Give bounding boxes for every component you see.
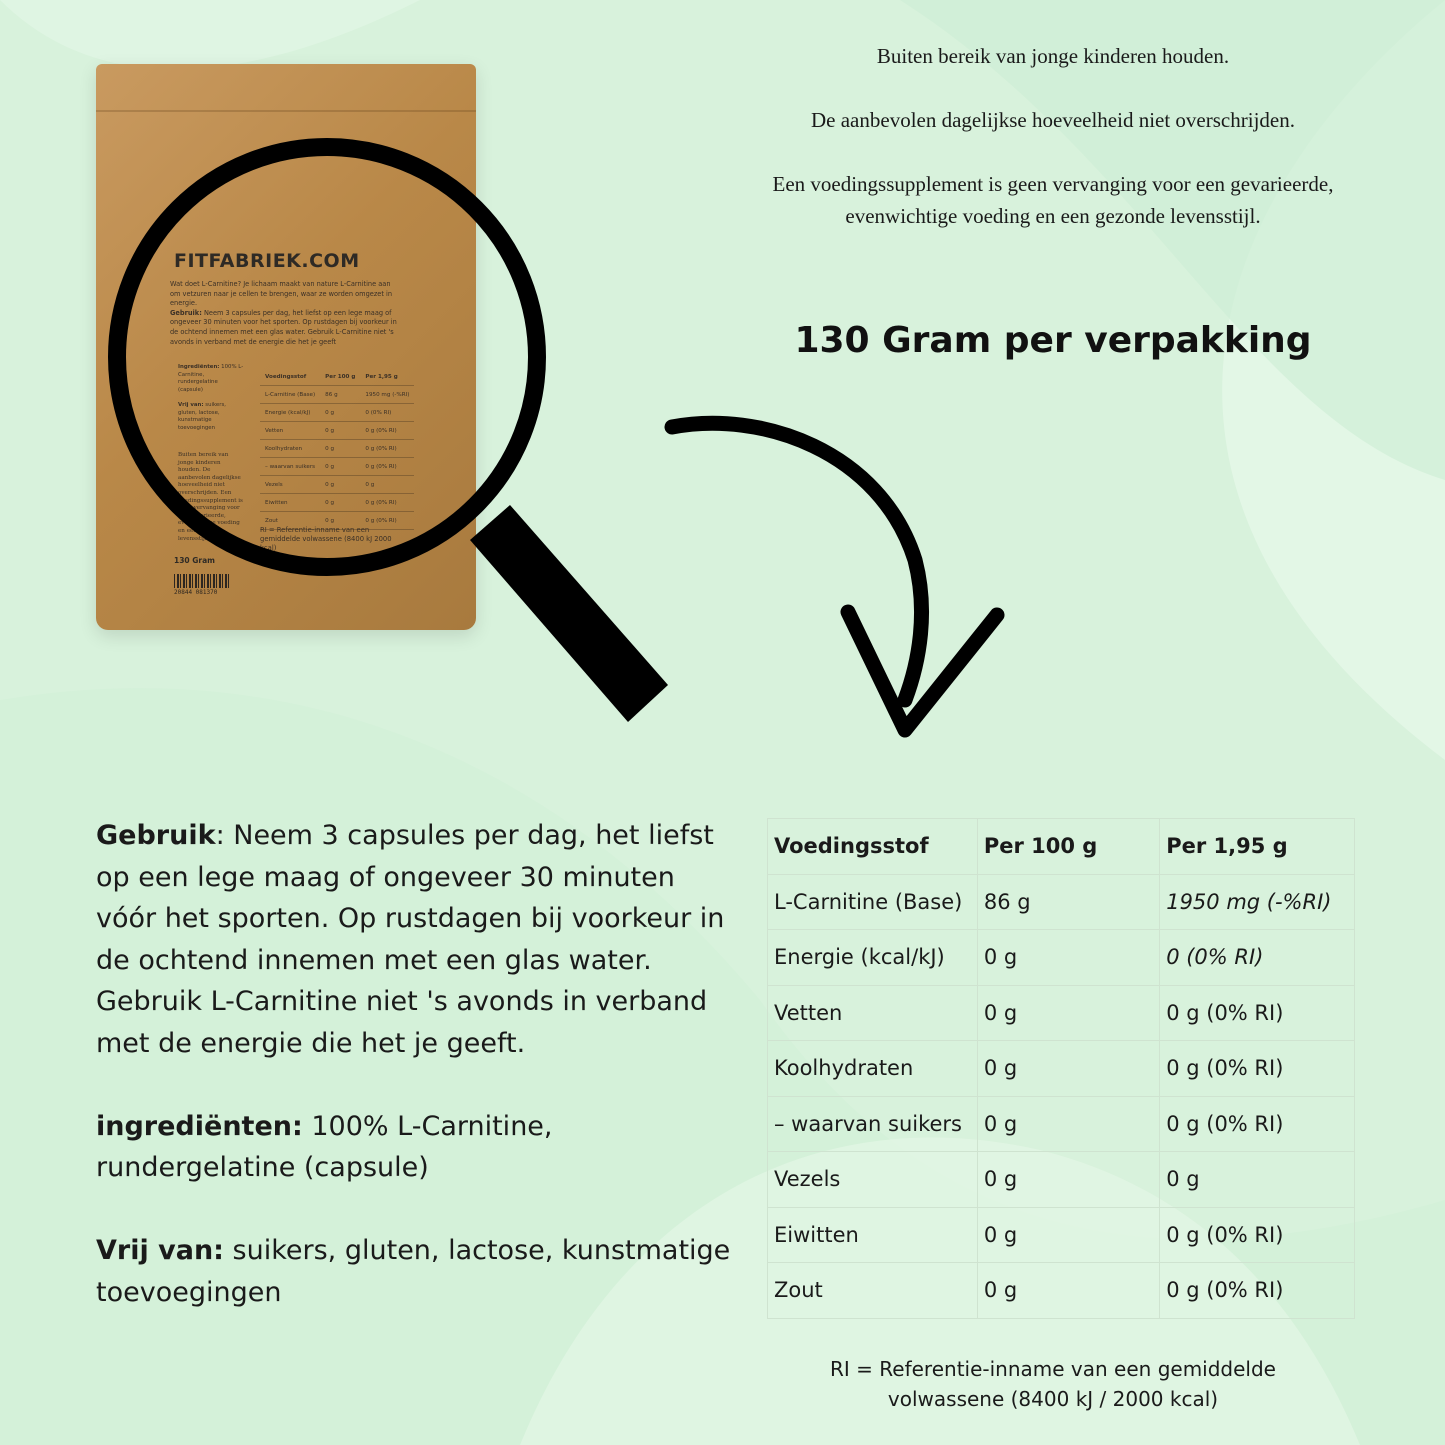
- pouch-intro: Wat doet L-Carnitine? Je lichaam maakt van nature L-Carnitine aan om vetzuren naar je cellen te brengen, waar ze worden omgezet in energie.: [170, 280, 393, 308]
- warning-text: Buiten bereik van jonge kinderen houden.: [876, 44, 1230, 68]
- pouch-cell: Eiwitten: [260, 494, 320, 512]
- usage-paragraph: [96, 815, 736, 1064]
- pouch-cell: 0 g: [320, 458, 360, 476]
- pouch-table-header: [260, 368, 414, 386]
- pouch-cell: 1950 mg (-%RI): [360, 386, 414, 404]
- ri-footnote: RI = Referentie-inname van een gemiddelde volwassene (8400 kJ / 2000 kcal): [830, 1357, 1276, 1411]
- header-per-100g: Per 100 g: [977, 819, 1159, 875]
- cell-per-serving: 0 g (0% RI): [1160, 1096, 1355, 1152]
- pouch-description: [170, 280, 402, 357]
- table-row: [768, 1041, 1355, 1097]
- free-from-text: suikers, gluten, lactose, kunstmatige toevoegingen: [96, 1235, 731, 1308]
- pouch-usage-label: Gebruik:: [170, 308, 202, 317]
- pouch-warning: Buiten bereik van jonge kinderen houden. De aanbevolen dagelijkse hoeveelheid niet overschrijden. Een voedingssupplement is geen vervanging voor een gevarieerde, evenwichtige voeding en een gezonde levensstijl.: [178, 452, 243, 542]
- cell-per-serving: 0 g: [1160, 1152, 1355, 1208]
- pouch-header-cell: Voedingsstof: [260, 368, 320, 386]
- pouch-cell: 0 g: [360, 476, 414, 494]
- pouch-header-cell: Per 100 g: [320, 368, 360, 386]
- pouch-cell: 0 g (0% RI): [360, 458, 414, 476]
- cell-nutrient: Energie (kcal/kJ): [768, 930, 978, 986]
- cell-nutrient: Vezels: [768, 1152, 978, 1208]
- pouch-cell: 0 g: [320, 476, 360, 494]
- warnings-block: [770, 40, 1336, 264]
- table-row: [768, 985, 1355, 1041]
- pouch-cell: Zout: [260, 512, 320, 530]
- cell-per-100g: 86 g: [977, 874, 1159, 930]
- cell-per-100g: 0 g: [977, 1207, 1159, 1263]
- table-row: [768, 930, 1355, 986]
- pouch-table-row: [260, 386, 414, 404]
- pouch-cell: 0 g (0% RI): [360, 440, 414, 458]
- cell-per-100g: 0 g: [977, 1263, 1159, 1319]
- ingredients-paragraph: [96, 1106, 736, 1189]
- pouch-cell: 0 g: [320, 440, 360, 458]
- cell-per-100g: 0 g: [977, 1041, 1159, 1097]
- pouch-table-row: [260, 494, 414, 512]
- pouch-header-cell: Per 1,95 g: [360, 368, 414, 386]
- pouch-nutrition-table: [260, 368, 414, 530]
- usage-text: : Neem 3 capsules per dag, het liefst op een lege maag of ongeveer 30 minuten vóór het sporten. Op rustdagen bij voorkeur in de ochtend innemen met een glas water. Gebruik L-Carnitine niet 's avonds in verband met de energie die het je geeft.: [96, 820, 725, 1059]
- pouch-ingredients-text: 100% L-Carnitine, rundergelatine (capsule): [178, 364, 244, 393]
- warning-text: De aanbevolen dagelijkse hoeveelheid niet overschrijden.: [811, 108, 1295, 132]
- pouch-cell: 0 g: [320, 404, 360, 422]
- pouch-brand: FITFABRIEK.COM: [174, 250, 360, 272]
- pouch-cell: Koolhydraten: [260, 440, 320, 458]
- pouch-cell: 0 g (0% RI): [360, 494, 414, 512]
- table-row: [768, 874, 1355, 930]
- cell-per-100g: 0 g: [977, 930, 1159, 986]
- table-row: [768, 1263, 1355, 1319]
- pouch-table-row: [260, 404, 414, 422]
- cell-nutrient: – waarvan suikers: [768, 1096, 978, 1152]
- free-from-label: Vrij van:: [96, 1235, 224, 1266]
- pouch-cell: 0 g: [320, 494, 360, 512]
- pouch-ingredients-and-warnings: [178, 364, 244, 432]
- pouch-table-row: [260, 458, 414, 476]
- ingredients-text: 100% L-Carnitine, rundergelatine (capsule): [96, 1110, 553, 1183]
- pouch-cell: 0 g (0% RI): [360, 512, 414, 530]
- pouch-cell: Vezels: [260, 476, 320, 494]
- cell-per-serving: 0 g (0% RI): [1160, 1041, 1355, 1097]
- cell-nutrient: Eiwitten: [768, 1207, 978, 1263]
- cell-per-100g: 0 g: [977, 985, 1159, 1041]
- pouch-ingredients-label: Ingrediënten:: [178, 364, 220, 370]
- table-header-row: [768, 819, 1355, 875]
- cell-nutrient: L-Carnitine (Base): [768, 874, 978, 930]
- pouch-table-row: [260, 440, 414, 458]
- nutrition-table: [767, 818, 1355, 1319]
- cell-nutrient: Zout: [768, 1263, 978, 1319]
- pouch-cell: 0 (0% RI): [360, 404, 414, 422]
- pouch-cell: – waarvan suikers: [260, 458, 320, 476]
- pouch-cell: Energie (kcal/kJ): [260, 404, 320, 422]
- cell-per-100g: 0 g: [977, 1096, 1159, 1152]
- pouch-free-label: Vrij van:: [178, 401, 204, 408]
- cell-per-serving: 0 g (0% RI): [1160, 1263, 1355, 1319]
- pouch-zipper: [96, 110, 476, 112]
- cell-nutrient: Koolhydraten: [768, 1041, 978, 1097]
- header-nutrient: Voedingsstof: [768, 819, 978, 875]
- barcode-icon: [174, 574, 230, 588]
- table-row: [768, 1096, 1355, 1152]
- pouch-cell: 86 g: [320, 386, 360, 404]
- free-from-paragraph: [96, 1230, 736, 1313]
- product-pouch-image: [96, 64, 476, 630]
- pouch-weight: 130 Gram: [174, 556, 215, 565]
- pouch-table-row: [260, 476, 414, 494]
- cell-per-serving: 1950 mg (-%RI): [1160, 874, 1355, 930]
- pouch-cell: L-Carnitine (Base): [260, 386, 320, 404]
- pouch-table-row: [260, 422, 414, 440]
- pouch-cell: 0 g: [320, 422, 360, 440]
- cell-per-serving: 0 (0% RI): [1160, 930, 1355, 986]
- pouch-barcode-number: 20844 081370: [174, 589, 218, 596]
- warning-text: Een voedingssupplement is geen vervanging voor een gevarieerde, evenwichtige voeding en een gezonde levensstijl.: [772, 172, 1334, 228]
- ingredients-label: ingrediënten:: [96, 1110, 303, 1142]
- pouch-ri-note: RI = Referentie-inname van een gemiddelde volwassene (8400 kJ 2000 kcal): [260, 526, 392, 552]
- pouch-cell: Vetten: [260, 422, 320, 440]
- cell-per-serving: 0 g (0% RI): [1160, 1207, 1355, 1263]
- pouch-cell: 0 g: [320, 512, 360, 530]
- header-per-serving: Per 1,95 g: [1160, 819, 1355, 875]
- cell-per-serving: 0 g (0% RI): [1160, 985, 1355, 1041]
- pouch-usage-text: Neem 3 capsules per dag, het liefst op een lege maag of ongeveer 30 minuten voor het sporten. Op rustdagen bij voorkeur in de ochtend innemen met een glas water. Gebruik L-Carnitine niet 's avonds in verband met de energie die het je geeft: [170, 308, 397, 346]
- usage-block: [96, 815, 736, 1355]
- usage-label: Gebruik: [96, 820, 216, 851]
- cell-per-100g: 0 g: [977, 1152, 1159, 1208]
- table-row: [768, 1152, 1355, 1208]
- pouch-cell: 0 g (0% RI): [360, 422, 414, 440]
- weight-title: 130 Gram per verpakking: [794, 320, 1312, 361]
- cell-nutrient: Vetten: [768, 985, 978, 1041]
- table-row: [768, 1207, 1355, 1263]
- pouch-free-text: suikers, gluten, lactose, kunstmatige toevoegingen: [178, 401, 226, 431]
